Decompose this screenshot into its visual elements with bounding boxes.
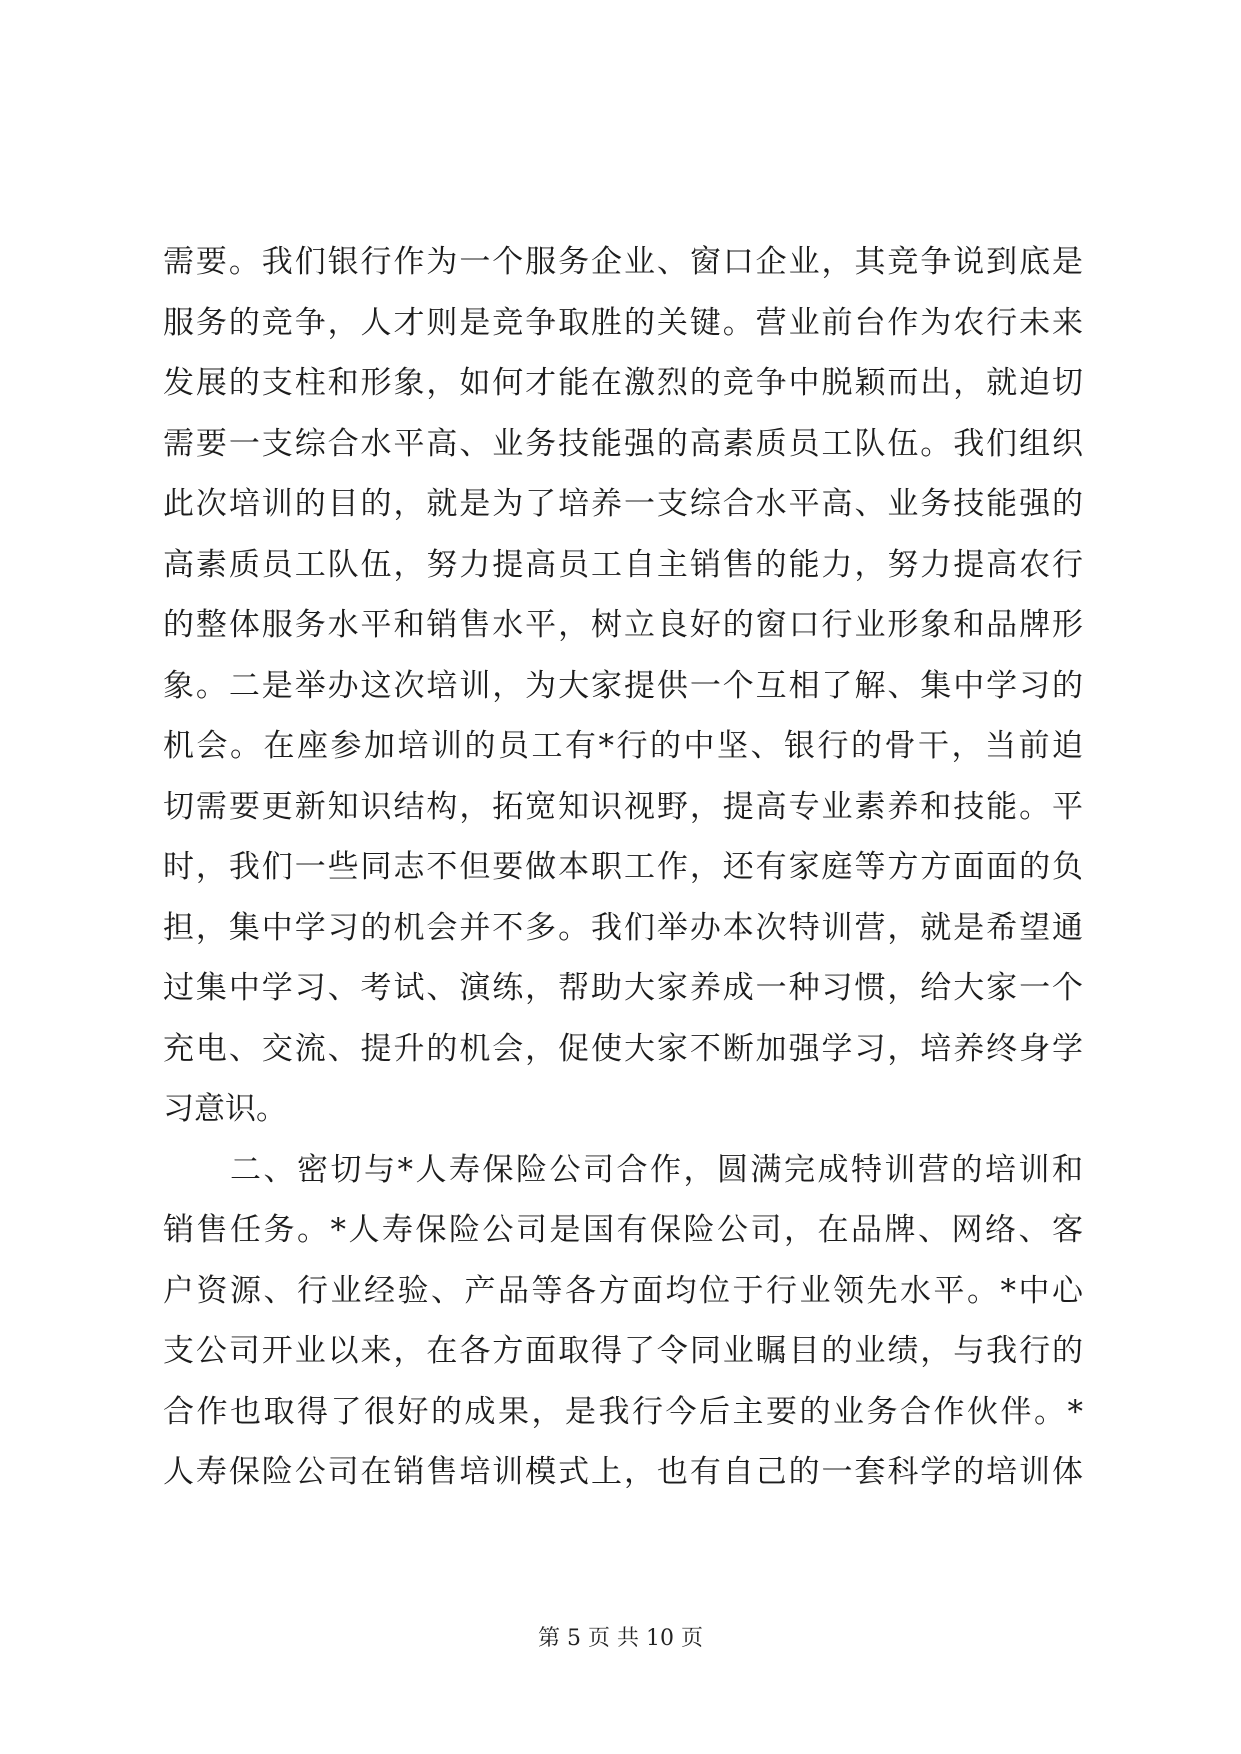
text-line: 合作也取得了很好的成果，是我行今后主要的业务合作伙伴。* [163, 1393, 1083, 1430]
text-line: 人寿保险公司在销售培训模式上，也有自己的一套科学的培训体 [163, 1454, 1083, 1490]
text-line: 象。二是举办这次培训，为大家提供一个互相了解、集中学习的 [163, 667, 1083, 704]
text-line: 高素质员工队伍，努力提高员工自主销售的能力，努力提高农行 [163, 546, 1083, 583]
paragraph-end-line: 习意识。 [163, 1091, 287, 1127]
text-line: 此次培训的目的，就是为了培养一支综合水平高、业务技能强的 [163, 486, 1083, 522]
text-line: 销售任务。*人寿保险公司是国有保险公司，在品牌、网络、客 [163, 1212, 1083, 1248]
text-line: 机会。在座参加培训的员工有*行的中坚、银行的骨干，当前迫 [163, 728, 1083, 764]
text-line: 户资源、行业经验、产品等各方面均位于行业领先水平。*中心 [163, 1272, 1083, 1309]
text-line: 充电、交流、提升的机会，促使大家不断加强学习，培养终身学 [163, 1030, 1083, 1067]
text-line: 发展的支柱和形象，如何才能在激烈的竞争中脱颖而出，就迫切 [163, 365, 1083, 401]
text-line: 过集中学习、考试、演练，帮助大家养成一种习惯，给大家一个 [163, 970, 1083, 1006]
page-number-footer: 第 5 页 共 10 页 [538, 1626, 703, 1651]
text-line: 担，集中学习的机会并不多。我们举办本次特训营，就是希望通 [163, 909, 1083, 946]
section-heading-line: 二、密切与*人寿保险公司合作，圆满完成特训营的培训和 [163, 1151, 1083, 1188]
text-line: 需要一支综合水平高、业务技能强的高素质员工队伍。我们组织 [163, 425, 1083, 462]
text-line: 支公司开业以来，在各方面取得了令同业瞩目的业绩，与我行的 [163, 1333, 1083, 1369]
text-line: 的整体服务水平和销售水平，树立良好的窗口行业形象和品牌形 [163, 607, 1083, 643]
text-line: 服务的竞争，人才则是竞争取胜的关键。营业前台作为农行未来 [163, 304, 1083, 341]
body-text [163, 232, 1083, 1503]
text-line: 需要。我们银行作为一个服务企业、窗口企业，其竞争说到底是 [163, 244, 1083, 280]
text-line: 切需要更新知识结构，拓宽知识视野，提高专业素养和技能。平 [163, 788, 1083, 825]
text-line: 时，我们一些同志不但要做本职工作，还有家庭等方方面面的负 [163, 849, 1083, 885]
